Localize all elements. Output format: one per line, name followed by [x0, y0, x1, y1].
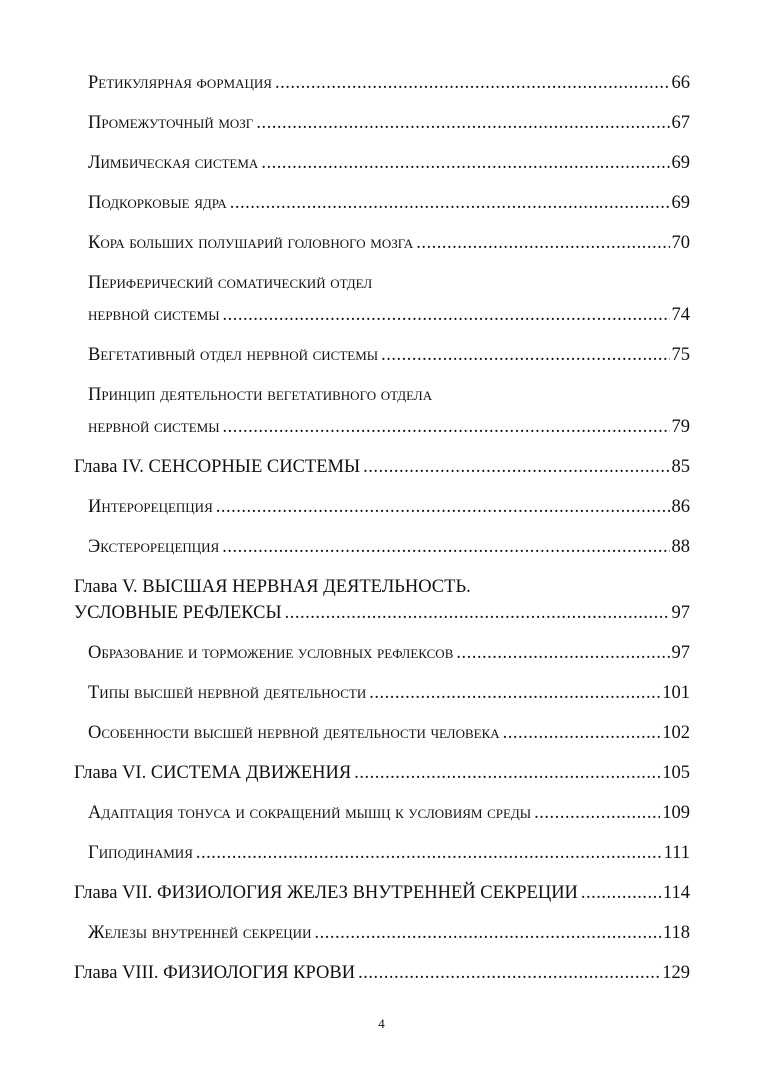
- dot-leader: [222, 534, 669, 560]
- toc-section-entry: [88, 70, 690, 96]
- toc-entry-line: [88, 70, 690, 96]
- dot-leader: [230, 190, 670, 216]
- toc-entry-title: Гиподинамия: [88, 843, 193, 863]
- toc-entry-line: [88, 150, 690, 176]
- toc-entry-title: Лимбическая система: [88, 153, 259, 173]
- toc-entry-page-number: 97: [671, 643, 690, 663]
- toc-section-entry: [88, 680, 690, 706]
- table-of-contents: [74, 70, 690, 1000]
- toc-entry-line: [88, 920, 690, 946]
- toc-entry-page-number: 70: [671, 233, 690, 253]
- dot-leader: [416, 230, 669, 256]
- toc-entry-title: Типы высшей нервной деятельности: [88, 683, 367, 703]
- toc-entry-title: Подкорковые ядра: [88, 193, 227, 213]
- toc-section-entry: [88, 270, 690, 328]
- toc-entry-line: [88, 800, 690, 826]
- toc-entry-page-number: 101: [662, 683, 690, 703]
- toc-entry-title-line: Периферический соматический отдел: [88, 273, 373, 293]
- toc-entry-page-number: 97: [671, 603, 690, 623]
- toc-entry-page-number: 114: [662, 883, 690, 903]
- toc-section-entry: [88, 800, 690, 826]
- toc-entry-line: [88, 494, 690, 520]
- toc-entry-line: [88, 534, 690, 560]
- toc-entry-title-line: Принцип деятельности вегетативного отдела: [88, 385, 433, 405]
- toc-entry-page-number: 74: [671, 305, 690, 325]
- toc-entry-page-number: 66: [671, 73, 690, 93]
- toc-section-entry: [88, 534, 690, 560]
- toc-entry-page-number: 109: [662, 803, 690, 823]
- toc-section-entry: [88, 720, 690, 746]
- toc-entry-line: [74, 960, 690, 986]
- toc-entry-line: [88, 110, 690, 136]
- toc-chapter-entry: [74, 760, 690, 786]
- toc-entry-line: [74, 880, 690, 906]
- toc-entry-title-line: Глава V. ВЫСШАЯ НЕРВНАЯ ДЕЯТЕЛЬНОСТЬ.: [74, 577, 471, 597]
- dot-leader: [223, 414, 670, 440]
- toc-entry-page-number: 118: [662, 923, 690, 943]
- toc-chapter-entry: [74, 574, 690, 626]
- toc-entry-title: нервной системы: [88, 305, 220, 325]
- toc-entry-page-number: 67: [671, 113, 690, 133]
- toc-entry-title: Интерорецепция: [88, 497, 213, 517]
- toc-section-entry: [88, 840, 690, 866]
- toc-entry-line: [88, 680, 690, 706]
- toc-entry-page-number: 75: [671, 345, 690, 365]
- toc-entry-page-number: 86: [671, 497, 690, 517]
- toc-entry-page-number: 102: [662, 723, 690, 743]
- toc-section-entry: [88, 150, 690, 176]
- toc-chapter-entry: [74, 454, 690, 480]
- toc-section-entry: [88, 494, 690, 520]
- dot-leader: [275, 70, 670, 96]
- toc-entry-line: [88, 302, 690, 328]
- toc-section-entry: [88, 342, 690, 368]
- toc-entry-title: Кора больших полушарий головного мозга: [88, 233, 414, 253]
- toc-entry-title: Глава VI. СИСТЕМА ДВИЖЕНИЯ: [74, 763, 352, 783]
- toc-entry-line: [88, 840, 690, 866]
- dot-leader: [256, 110, 669, 136]
- dot-leader: [358, 960, 660, 986]
- toc-entry-line: [88, 230, 690, 256]
- toc-chapter-entry: [74, 960, 690, 986]
- toc-entry-title: Адаптация тонуса и сокращений мышц к условиям среды: [88, 803, 532, 823]
- toc-entry-page-number: 105: [662, 763, 690, 783]
- toc-entry-page-number: 85: [671, 457, 690, 477]
- toc-entry-title: Глава VII. ФИЗИОЛОГИЯ ЖЕЛЕЗ ВНУТРЕННЕЙ СЕКРЕЦИИ: [74, 883, 578, 903]
- dot-leader: [285, 600, 670, 626]
- toc-entry-page-number: 88: [671, 537, 690, 557]
- toc-entry-title: УСЛОВНЫЕ РЕФЛЕКСЫ: [74, 603, 282, 623]
- dot-leader: [314, 920, 660, 946]
- dot-leader: [456, 640, 669, 666]
- toc-section-entry: [88, 110, 690, 136]
- toc-entry-title: Вегетативный отдел нервной системы: [88, 345, 379, 365]
- toc-entry-page-number: 69: [671, 193, 690, 213]
- dot-leader: [261, 150, 669, 176]
- toc-entry-line: [88, 342, 690, 368]
- toc-entry-line: [88, 414, 690, 440]
- dot-leader: [216, 494, 670, 520]
- dot-leader: [503, 720, 661, 746]
- toc-entry-title: Глава VIII. ФИЗИОЛОГИЯ КРОВИ: [74, 963, 356, 983]
- toc-section-entry: [88, 190, 690, 216]
- toc-entry-title: Ретикулярная формация: [88, 73, 272, 93]
- toc-entry-line: [88, 190, 690, 216]
- toc-entry-title: Железы внутренней секреции: [88, 923, 312, 943]
- toc-entry-title: Образование и торможение условных рефлексов: [88, 643, 454, 663]
- toc-entry-line: [88, 640, 690, 666]
- toc-entry-line: [74, 454, 690, 480]
- toc-entry-line: [74, 600, 690, 626]
- toc-entry-page-number: 69: [671, 153, 690, 173]
- dot-leader: [363, 454, 669, 480]
- toc-section-entry: [88, 230, 690, 256]
- toc-entry-page-number: 79: [671, 417, 690, 437]
- toc-entry-title: Промежуточный мозг: [88, 113, 254, 133]
- toc-section-entry: [88, 920, 690, 946]
- dot-leader: [534, 800, 660, 826]
- dot-leader: [354, 760, 660, 786]
- dot-leader: [223, 302, 670, 328]
- dot-leader: [581, 880, 661, 906]
- toc-entry-title: Особенности высшей нервной деятельности человека: [88, 723, 500, 743]
- dot-leader: [381, 342, 669, 368]
- toc-entry-line: [88, 720, 690, 746]
- page-number-footer: 4: [378, 1016, 385, 1031]
- toc-entry-page-number: 111: [663, 843, 690, 863]
- toc-entry-line: [74, 760, 690, 786]
- toc-entry-page-number: 129: [662, 963, 690, 983]
- toc-entry-title: Глава IV. СЕНСОРНЫЕ СИСТЕМЫ: [74, 457, 361, 477]
- toc-chapter-entry: [74, 880, 690, 906]
- dot-leader: [196, 840, 662, 866]
- toc-section-entry: [88, 382, 690, 440]
- dot-leader: [369, 680, 660, 706]
- toc-entry-title: Экстерорецепция: [88, 537, 220, 557]
- toc-section-entry: [88, 640, 690, 666]
- toc-entry-title: нервной системы: [88, 417, 220, 437]
